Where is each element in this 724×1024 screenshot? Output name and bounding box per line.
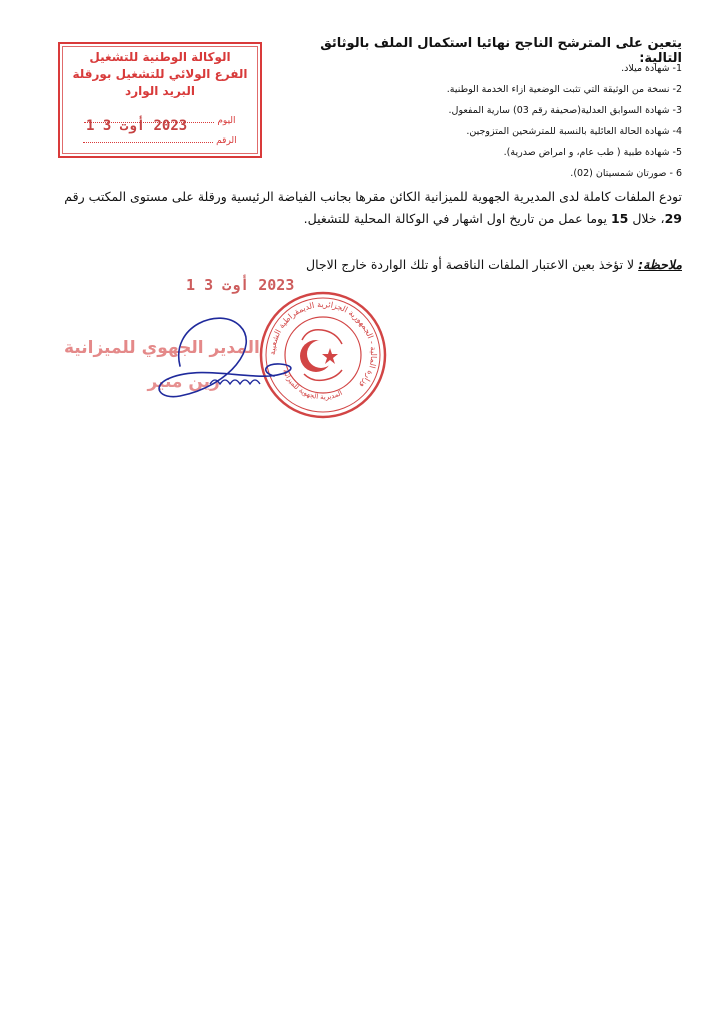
days-count: 15 bbox=[610, 211, 629, 226]
director-title: المدير الجهوي للميزانية bbox=[64, 338, 260, 358]
director-name: رين منير bbox=[147, 372, 220, 392]
list-item: 6 - صورتان شمسيتان (02). bbox=[570, 168, 682, 179]
agency-stamp-date: 2023 أوت 3 1 bbox=[86, 118, 188, 134]
required-documents-list bbox=[322, 58, 682, 184]
seal-inner-text: المديرية الجهوية للميزانية bbox=[281, 367, 344, 402]
agency-stamp-day-label: اليوم bbox=[217, 116, 236, 126]
agency-stamp bbox=[58, 42, 262, 158]
paragraph-text: تودع الملفات كاملة لدى المديرية الجهوية للميزانية الكائن مقرها بجانب الفياضة الرئيسية ورقلة على مستوى المكتب رقم bbox=[64, 189, 682, 204]
seal-outer-text: وزارة المالية - الجمهورية الجزائرية الديمقراطية الشعبية bbox=[267, 299, 379, 391]
office-number: 29 bbox=[664, 211, 682, 226]
handwritten-signature bbox=[150, 306, 330, 416]
list-item: 3- شهادة السوابق العدلية(صحيفة رقم 03) سارية المفعول. bbox=[448, 105, 682, 116]
agency-stamp-number-row bbox=[68, 136, 252, 146]
agency-stamp-number-label: الرقم bbox=[216, 136, 237, 146]
list-item: 1- شهادة ميلاد. bbox=[621, 63, 682, 74]
paragraph-text: ، خلال bbox=[628, 211, 665, 226]
document-heading: يتعين على المترشح الناجح نهائيا استكمال الملف بالوثائق التالية: bbox=[320, 36, 682, 66]
list-item: 2- نسخة من الوثيقة التي تثبت الوضعية ازاء الخدمة الوطنية. bbox=[446, 84, 682, 95]
submission-paragraph bbox=[42, 186, 682, 230]
note-label: ملاحظة: bbox=[638, 257, 682, 272]
paragraph-text: يوما عمل من تاريخ اول اشهار في الوكالة المحلية للتشغيل. bbox=[303, 211, 611, 226]
note bbox=[262, 257, 682, 272]
list-item: 4- شهادة الحالة العائلية بالنسبة للمترشحين المتزوجين. bbox=[466, 126, 682, 137]
agency-stamp-line2: الفرع الولائي للتشغيل بورقلة bbox=[72, 67, 248, 81]
list-item: 5- شهادة طبية ( طب عام، و امراض صدرية). bbox=[503, 147, 682, 158]
agency-stamp-line3: البريد الوارد bbox=[125, 84, 195, 98]
note-text: لا تؤخذ بعين الاعتبار الملفات الناقصة أو تلك الواردة خارج الاجال bbox=[306, 257, 639, 272]
agency-stamp-line1: الوكالة الوطنية للتشغيل bbox=[89, 50, 231, 64]
signature-date-stamp: 2023 أوت 3 1 bbox=[186, 276, 295, 294]
